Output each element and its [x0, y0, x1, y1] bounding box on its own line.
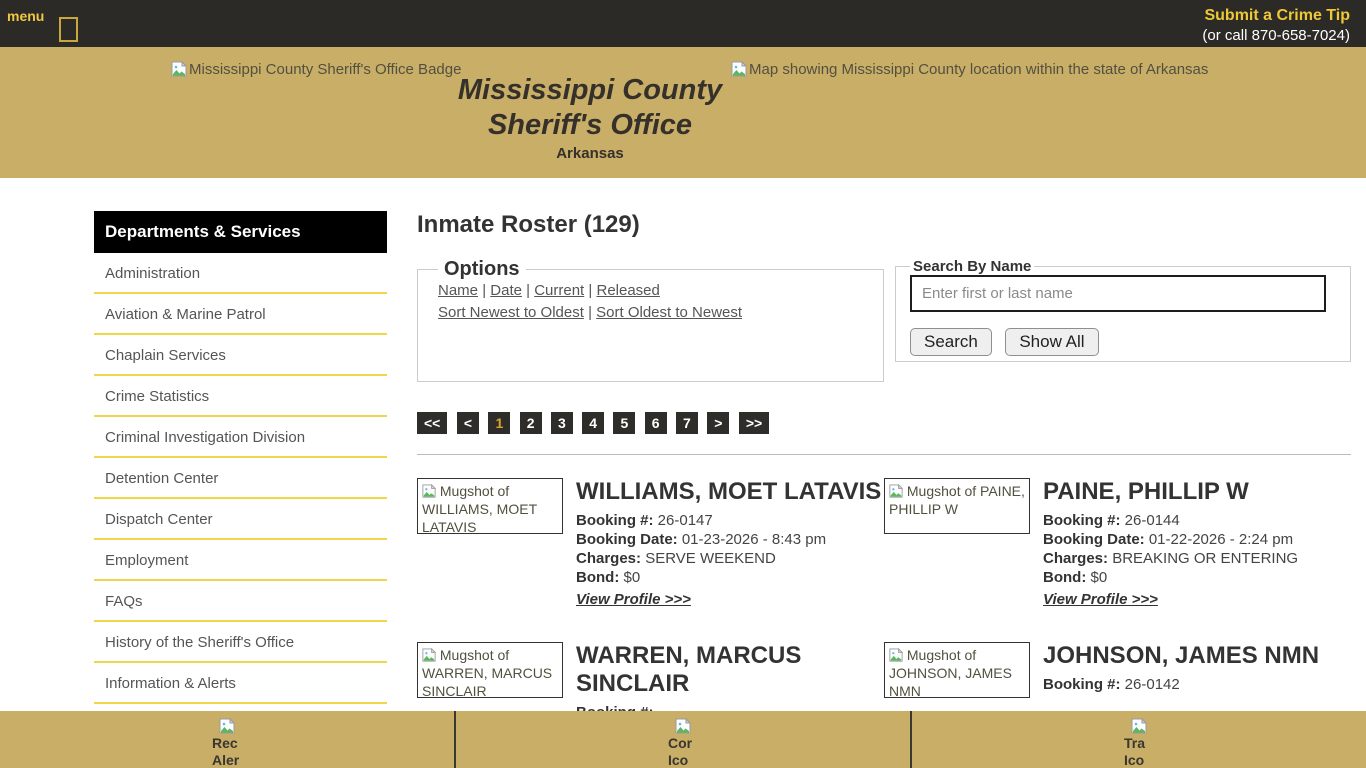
show-all-button[interactable]: Show All [1005, 328, 1098, 356]
sort-by-date-link[interactable]: Date [490, 282, 522, 299]
footer-bar [0, 711, 1366, 768]
sidebar-item-history[interactable]: History of the Sheriff's Office [94, 622, 387, 663]
options-links-row1: Name | Date | Current | Released [438, 282, 660, 299]
sidebar [94, 211, 387, 745]
mugshot-broken-image[interactable] [884, 642, 1030, 698]
page-4-button[interactable]: 4 [582, 412, 604, 434]
inmate-name: WARREN, MARCUS SINCLAIR [576, 642, 802, 697]
booking-date: 01-23-2026 - 8:43 pm [681, 531, 827, 548]
mugshot-alt-text: Mugshot of WILLIAMS, MOET LATAVIS [422, 483, 537, 535]
mugshot-alt-text: Mugshot of WARREN, MARCUS SINCLAIR [422, 647, 553, 699]
mugshot-broken-image[interactable] [417, 642, 563, 698]
sidebar-item-detention-center[interactable]: Detention Center [94, 458, 387, 499]
menu-label: menu [7, 8, 45, 24]
broken-image-icon [171, 61, 187, 77]
page-next-button[interactable]: > [707, 412, 729, 434]
footer-alt-text: Rec [212, 735, 238, 751]
broken-image-icon [422, 484, 436, 498]
search-legend: Search By Name [913, 258, 1032, 275]
charges: SERVE WEEKEND [645, 550, 776, 567]
footer-alt-text: Ico [668, 752, 689, 768]
booking-number: 26-0144 [1124, 512, 1180, 529]
submit-crime-tip-link[interactable]: Submit a Crime Tip [1204, 7, 1350, 24]
map-alt-text: Map showing Mississippi County location within the state of Arkansas [749, 61, 1209, 78]
page-2-button[interactable]: 2 [520, 412, 542, 434]
options-legend: Options [444, 258, 520, 280]
sort-oldest-to-newest-link[interactable]: Sort Oldest to Newest [596, 304, 743, 321]
inmate-card [417, 642, 884, 722]
footer-alt-text: Ico [1124, 752, 1145, 768]
menu-button[interactable] [7, 10, 49, 22]
sidebar-item-employment[interactable]: Employment [94, 540, 387, 581]
page-last-button[interactable]: >> [739, 412, 769, 434]
sidebar-item-dispatch-center[interactable]: Dispatch Center [94, 499, 387, 540]
footer-training-link[interactable] [1124, 718, 1154, 768]
view-profile-link[interactable]: View Profile >>> [576, 591, 691, 608]
broken-image-icon [731, 61, 747, 77]
mugshot-alt-text: Mugshot of JOHNSON, JAMES NMN [889, 647, 1012, 699]
inmate-card: Mugshot of JOHNSON, JAMES NMN JOHNSON, JAMES NMN Booking #: 26-0142 [884, 642, 1351, 722]
badge-alt-text: Mississippi County Sheriff's Office Badge [189, 61, 462, 78]
inmate-card: Mugshot of WILLIAMS, MOET LATAVIS WILLIAMS, MOET LATAVIS Booking #: 26-0147 Booking Date: 01-23-2026 - 8:43 pm Charges: SERVE WEEKEND Bond: $0 View Profile >>> [417, 478, 884, 609]
site-title: Mississippi County Sheriff's Office [457, 74, 723, 141]
inmate-card: Mugshot of PAINE, PHILLIP W PAINE, PHILLIP W Booking #: 26-0144 Booking Date: 01-22-2026 - 2:24 pm Charges: BREAKING OR ENTERING Bond: $0 View Profile >>> [884, 478, 1351, 609]
footer-cell-alerts [0, 711, 456, 768]
footer-corrections-link[interactable] [668, 718, 698, 768]
mugshot-broken-image[interactable] [884, 478, 1030, 534]
mugshot-broken-image[interactable] [417, 478, 563, 534]
sidebar-header: Departments & Services [94, 211, 387, 253]
broken-image-icon [889, 648, 903, 662]
footer-cell-training [912, 711, 1366, 768]
crime-tip-block [1202, 7, 1350, 44]
options-panel [417, 258, 884, 382]
broken-image-icon [1131, 718, 1147, 734]
page-title: Inmate Roster (129) [417, 211, 640, 238]
sidebar-item-aviation-marine-patrol[interactable]: Aviation & Marine Patrol [94, 294, 387, 335]
top-bar [0, 0, 1366, 47]
site-header [0, 47, 1366, 178]
page-6-button[interactable]: 6 [645, 412, 667, 434]
sidebar-item-faqs[interactable]: FAQs [94, 581, 387, 622]
charges: BREAKING OR ENTERING [1112, 550, 1299, 567]
search-button[interactable]: Search [910, 328, 992, 356]
pagination [417, 412, 1351, 434]
county-map-broken-image [731, 61, 1208, 78]
sidebar-item-crime-statistics[interactable]: Crime Statistics [94, 376, 387, 417]
sidebar-item-information-alerts[interactable]: Information & Alerts [94, 663, 387, 704]
broken-image-icon [675, 718, 691, 734]
badge-broken-image [171, 61, 461, 78]
footer-alt-text: Aler [212, 752, 240, 768]
sidebar-item-criminal-investigation-division[interactable]: Criminal Investigation Division [94, 417, 387, 458]
header-logo-placeholder-icon [59, 17, 78, 42]
view-profile-link[interactable]: View Profile >>> [1043, 591, 1158, 608]
site-title-block [430, 73, 750, 162]
inmate-name: WILLIAMS, MOET LATAVIS [576, 478, 882, 505]
filter-current-link[interactable]: Current [534, 282, 585, 299]
mugshot-alt-text: Mugshot of PAINE, PHILLIP W [889, 483, 1025, 517]
list-divider [417, 454, 1351, 455]
search-input[interactable] [910, 275, 1326, 312]
booking-number: 26-0147 [657, 512, 713, 529]
footer-alt-text: Cor [668, 735, 693, 751]
bond: $0 [623, 569, 641, 586]
page-1-button[interactable]: 1 [488, 412, 510, 434]
page-first-button[interactable]: << [417, 412, 447, 434]
booking-number: 26-0142 [1124, 676, 1180, 693]
site-subtitle: Arkansas [556, 145, 624, 162]
sort-newest-to-oldest-link[interactable]: Sort Newest to Oldest [438, 304, 584, 321]
page-prev-button[interactable]: < [457, 412, 479, 434]
sidebar-item-administration[interactable]: Administration [94, 253, 387, 294]
broken-image-icon [422, 648, 436, 662]
search-panel [895, 258, 1351, 362]
booking-date: 01-22-2026 - 2:24 pm [1148, 531, 1294, 548]
broken-image-icon [889, 484, 903, 498]
filter-released-link[interactable]: Released [596, 282, 660, 299]
bond: $0 [1090, 569, 1108, 586]
footer-cell-corrections [456, 711, 912, 768]
sort-by-name-link[interactable]: Name [438, 282, 479, 299]
page-5-button[interactable]: 5 [613, 412, 635, 434]
inmate-name: PAINE, PHILLIP W [1043, 478, 1249, 505]
crime-tip-phone: (or call 870-658-7024) [1202, 27, 1350, 44]
broken-image-icon [219, 718, 235, 734]
sidebar-item-chaplain-services[interactable]: Chaplain Services [94, 335, 387, 376]
page-7-button[interactable]: 7 [676, 412, 698, 434]
page-3-button[interactable]: 3 [551, 412, 573, 434]
main-content [417, 211, 1351, 755]
inmate-name: JOHNSON, JAMES NMN [1043, 642, 1320, 669]
footer-alerts-link[interactable] [212, 718, 242, 768]
options-links-row2: Sort Newest to Oldest | Sort Oldest to Newest [438, 304, 743, 321]
footer-alt-text: Tra [1124, 735, 1146, 751]
